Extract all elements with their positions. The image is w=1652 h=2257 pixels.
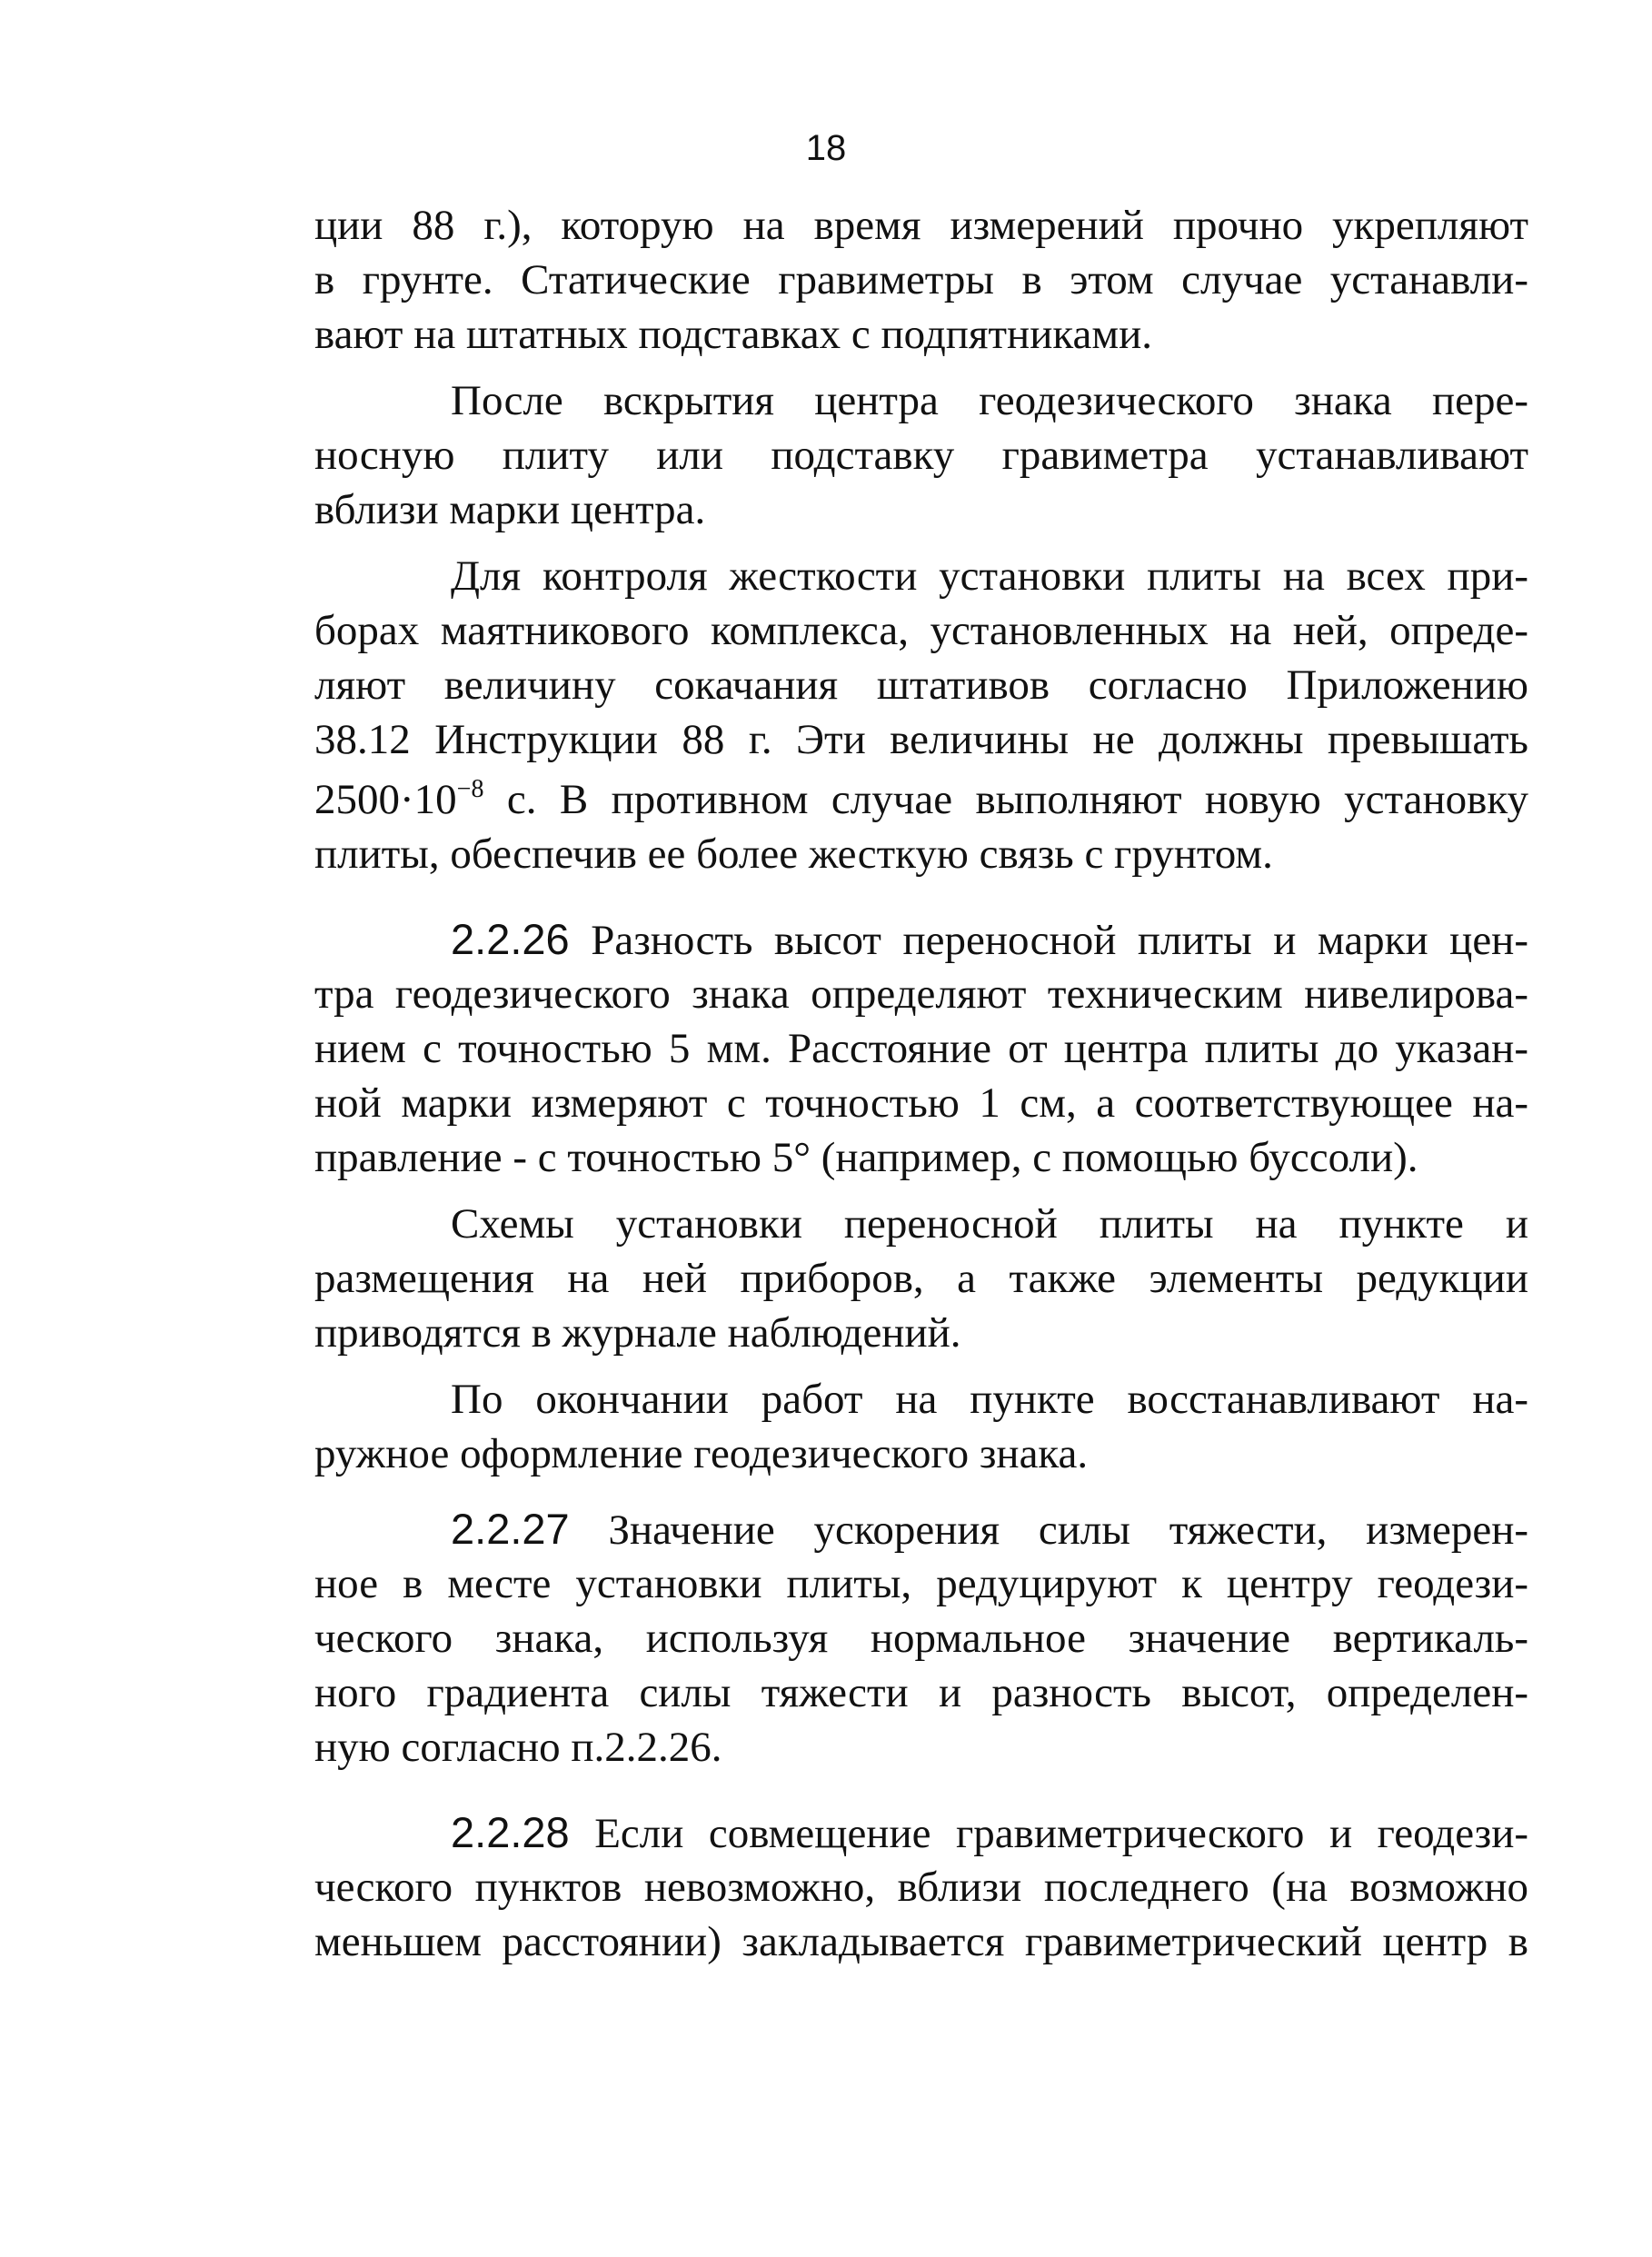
formula-base: 2500·10	[314, 776, 457, 823]
text-line: Схемы установки переносной плиты на пункте и	[451, 1200, 1528, 1248]
text-line: По окончании работ на пункте восстанавливают на-	[451, 1376, 1528, 1423]
text-line: 38.12 Инструкции 88 г. Эти величины не должны превышать	[314, 716, 1528, 763]
text-line: После вскрытия центра геодезического знака пере-	[451, 377, 1528, 424]
section-number: 2.2.27	[451, 1505, 570, 1553]
text-line: меньшем расстоянии) закладывается гравиметрический центр в	[314, 1918, 1528, 1965]
text-line: ную согласно п.2.2.26.	[314, 1724, 722, 1771]
formula-exponent: −8	[456, 775, 484, 803]
text-line: размещения на ней приборов, а также элементы редукции	[314, 1255, 1528, 1302]
section-number: 2.2.28	[451, 1808, 570, 1856]
text-line: тра геодезического знака определяют техническим нивелирова-	[314, 970, 1528, 1018]
paragraph-continuation	[314, 198, 1528, 362]
text-line: ческого пунктов невозможно, вблизи последнего (на возможно	[314, 1864, 1528, 1911]
formula-rest: с. В противном случае выполняют новую установку	[483, 776, 1528, 823]
text-line: 2.2.26 Разность высот переносной плиты и марки цен-	[451, 915, 1528, 964]
text-line: ной марки измеряют с точностью 1 см, а соответствующее на-	[314, 1079, 1528, 1127]
section-number: 2.2.26	[451, 915, 570, 963]
text-line: 2.2.28 Если совмещение гравиметрического и геодези-	[451, 1808, 1528, 1857]
text-line: вают на штатных подставках с подпятниками.	[314, 311, 1152, 358]
section-2-2-26	[314, 912, 1528, 1185]
text-line: ческого знака, используя нормальное значение вертикаль-	[314, 1615, 1528, 1662]
text-line: нием с точностью 5 мм. Расстояние от центра плиты до указан-	[314, 1025, 1528, 1072]
text-line: ляют величину сокачания штативов согласно Приложению	[314, 661, 1528, 709]
section-2-2-27	[314, 1502, 1528, 1775]
formula-line	[314, 767, 1528, 827]
text-line: приводятся в журнале наблюдений.	[314, 1309, 961, 1357]
section-2-2-28	[314, 1805, 1528, 1969]
paragraph	[314, 373, 1528, 537]
text-line: ружное оформление геодезического знака.	[314, 1430, 1089, 1477]
text-line: ного градиента силы тяжести и разность высот, определен-	[314, 1669, 1528, 1716]
text-line: 2.2.27 Значение ускорения силы тяжести, измерен-	[451, 1505, 1528, 1554]
paragraph	[314, 1197, 1528, 1360]
text-line: правление - с точностью 5° (например, с помощью буссоли).	[314, 1134, 1418, 1181]
text-line: ции 88 г.), которую на время измерений прочно укрепляют	[314, 202, 1528, 249]
paragraph	[314, 549, 1528, 881]
text-line: вблизи марки центра.	[314, 486, 706, 533]
text-line: носную плиту или подставку гравиметра устанавливают	[314, 432, 1528, 479]
text-line: ное в месте установки плиты, редуцируют к центру геодези-	[314, 1560, 1528, 1607]
text-line: в грунте. Статические гравиметры в этом случае устанавли-	[314, 256, 1528, 303]
text-line: Для контроля жесткости установки плиты на всех при-	[451, 552, 1528, 600]
document-body	[314, 198, 1528, 1969]
page-number: 18	[805, 128, 847, 168]
paragraph	[314, 1372, 1528, 1481]
text-line: плиты, обеспечив ее более жесткую связь с грунтом.	[314, 830, 1273, 878]
text-line: борах маятникового комплекса, установленных на ней, опреде-	[314, 607, 1528, 654]
